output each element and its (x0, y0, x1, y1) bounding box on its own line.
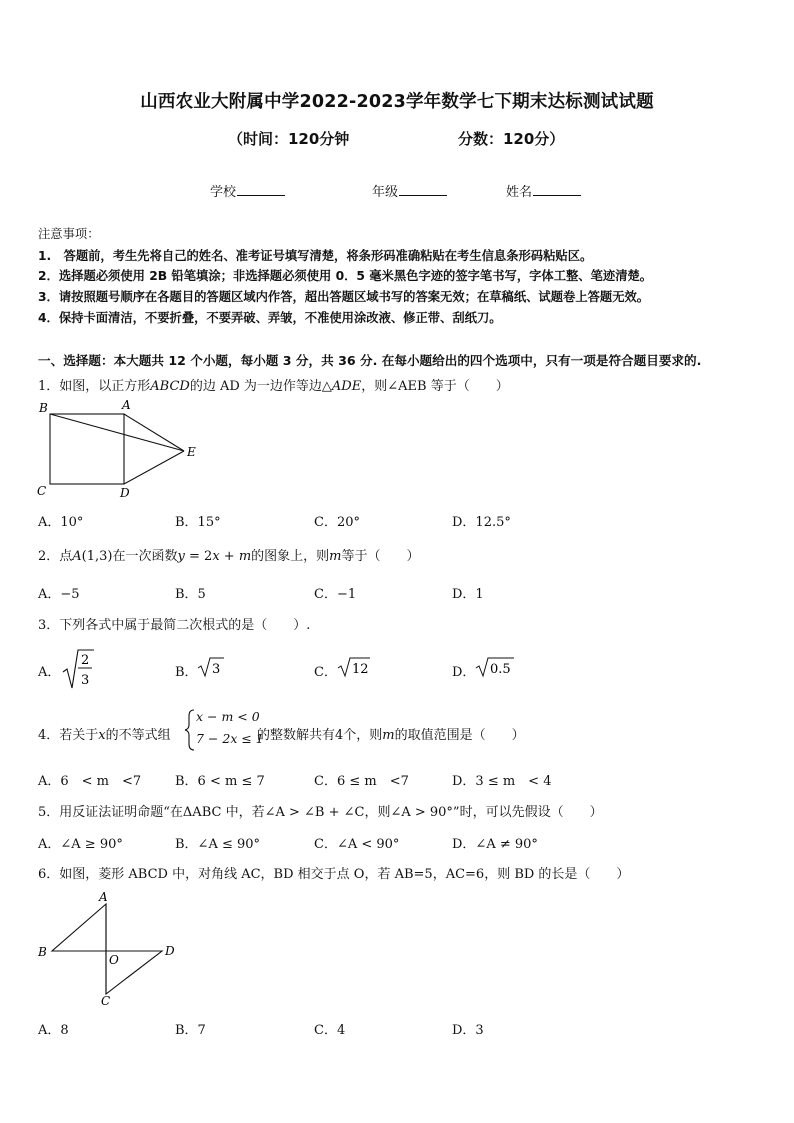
school-field (210, 181, 285, 200)
q1-text-c: 的边 AD 为一边作等边△ (189, 379, 332, 394)
q1-option-b[interactable]: B．15° (175, 515, 221, 530)
question-2 (38, 545, 420, 564)
q1-math-ade: ADE (331, 379, 362, 394)
q1-line-be (50, 414, 184, 451)
notice-item-4: 4．保持卡面清洁，不要折叠，不要弄破、弄皱，不准使用涂改液、修正带、刮纸刀。 (38, 311, 502, 325)
q3-option-d-label[interactable]: D． (452, 665, 476, 680)
q6-option-b[interactable]: B．7 (175, 1023, 206, 1038)
q4-option-c[interactable]: C．6 ≤ m <7 (314, 774, 409, 789)
q2-math-y: y (177, 549, 185, 564)
q3-option-b-radicand: 3 (212, 662, 221, 677)
q3-option-b-label[interactable]: B． (175, 665, 198, 680)
q2-option-c[interactable]: C．−1 (314, 587, 357, 602)
q3-option-d-radicand: 0.5 (490, 662, 511, 677)
exam-time: （时间：120分钟 (228, 130, 350, 148)
q2-point: (1,3) (81, 549, 113, 564)
q1-text-e: ，则∠AEB 等于（ ） (361, 379, 509, 394)
q6-label-a: A (99, 890, 108, 904)
q2-text-d: 在一次函数 (112, 549, 178, 564)
grade-field (372, 181, 447, 200)
q4-text-c: 的不等式组 (105, 728, 171, 743)
notice-heading: 注意事项： (38, 227, 100, 241)
q6-figure (32, 888, 182, 1006)
q4-brace (184, 708, 196, 752)
q1-option-d[interactable]: D．12.5° (452, 515, 511, 530)
notice-item-2: 2．选择题必须使用 2B 铅笔填涂；非选择题必须使用 0．5 毫米黑色字迹的签字笔书写，字体工整、笔迹清楚。 (38, 269, 653, 283)
q5-option-b[interactable]: B．∠A ≤ 90° (175, 837, 261, 852)
q4-text-a: 4．若关于 (38, 728, 99, 743)
q3-option-d-radical (474, 655, 516, 679)
q2-eq: = 2 (184, 549, 213, 564)
q2-option-a[interactable]: A．−5 (38, 587, 80, 602)
q1-label-a: A (122, 398, 131, 412)
q3-option-a-num: 2 (81, 653, 90, 668)
q3-option-c-radicand: 12 (352, 662, 369, 677)
q4-option-d[interactable]: D．3 ≤ m < 4 (452, 774, 552, 789)
q4-math-m: m (382, 728, 395, 743)
q2-math-a: A (72, 549, 82, 564)
q2-plus: + (219, 549, 239, 564)
school-label: 学校 (210, 185, 237, 200)
q2-option-d[interactable]: D．1 (452, 587, 484, 602)
q2-math-m2: m (329, 549, 342, 564)
q4-text-d: 的整数解共有4个，则 (257, 728, 383, 743)
q3-option-a-radical (60, 646, 94, 692)
q1-text-a: 1．如图，以正方形 (38, 379, 151, 394)
q3-option-c-radical (336, 655, 372, 679)
q2-math-x: x (212, 549, 220, 564)
school-blank[interactable] (237, 184, 285, 196)
exam-score: 分数：120分） (458, 130, 565, 148)
q4-text-f: 的取值范围是（ ） (394, 728, 525, 743)
question-1 (38, 375, 509, 394)
name-field (506, 181, 581, 200)
q6-label-o: O (109, 953, 119, 967)
q3-option-b-radical (196, 655, 226, 679)
q3-option-a-label[interactable]: A． (38, 665, 61, 680)
q4-option-a[interactable]: A．6 < m <7 (38, 774, 142, 789)
question-4-tail (257, 724, 525, 743)
grade-blank[interactable] (399, 184, 447, 196)
q5-option-c[interactable]: C．∠A < 90° (314, 837, 400, 852)
q4-option-b[interactable]: B．6 < m ≤ 7 (175, 774, 265, 789)
q6-label-b: B (38, 945, 47, 959)
q5-option-d[interactable]: D．∠A ≠ 90° (452, 837, 538, 852)
q1-math-abcd: ABCD (150, 379, 190, 394)
q1-label-b: B (39, 401, 48, 415)
q3-option-c-label[interactable]: C． (314, 665, 337, 680)
question-5: 5．用反证法证明命题“在ΔABC 中，若∠A > ∠B + ∠C，则∠A > 90°”时，可以先假设（ ） (38, 805, 603, 820)
q1-label-e: E (187, 445, 196, 459)
page-title: 山西农业大附属中学2022-2023学年数学七下期末达标测试试题 (140, 92, 654, 112)
q4-system-row2: 7 − 2x ≤ 1 (196, 731, 264, 746)
q6-label-d: D (165, 944, 175, 958)
q1-option-c[interactable]: C．20° (314, 515, 360, 530)
q2-math-m: m (238, 549, 252, 564)
q5-option-a[interactable]: A．∠A ≥ 90° (38, 837, 123, 852)
name-blank[interactable] (533, 184, 581, 196)
q2-text-a: 2．点 (38, 549, 73, 564)
q1-line-de (124, 451, 184, 484)
grade-label: 年级 (372, 185, 399, 200)
q4-math-x: x (98, 728, 106, 743)
question-3: 3．下列各式中属于最简二次根式的是（ ）. (38, 618, 311, 633)
q1-option-a[interactable]: A．10° (38, 515, 84, 530)
q2-option-b[interactable]: B．5 (175, 587, 206, 602)
q1-label-c: C (37, 484, 47, 498)
section-heading: 一、选择题：本大题共 12 个小题，每小题 3 分，共 36 分. 在每小题给出的四个选项中，只有一项是符合题目要求的. (38, 353, 702, 368)
q3-option-a-den: 3 (81, 673, 90, 688)
q6-rhombus (52, 904, 162, 994)
q2-text-j: 的图象上，则 (251, 549, 330, 564)
question-4-lead (38, 724, 171, 743)
q6-label-c: C (101, 994, 111, 1006)
notice-item-1: 1. 答题前，考生先将自己的姓名、准考证号填写清楚，将条形码准确粘贴在考生信息条形码粘贴区。 (38, 249, 593, 263)
q1-line-ae (124, 414, 184, 451)
q6-option-d[interactable]: D．3 (452, 1023, 484, 1038)
q4-system-row1: x − m < 0 (196, 709, 260, 724)
q1-label-d: D (120, 486, 130, 500)
q1-figure (30, 396, 210, 502)
q6-option-c[interactable]: C．4 (314, 1023, 346, 1038)
name-label: 姓名 (506, 185, 533, 200)
q2-text-l: 等于（ ） (341, 549, 420, 564)
notice-item-3: 3．请按照题号顺序在各题目的答题区域内作答，超出答题区域书写的答案无效；在草稿纸、试题卷上答题无效。 (38, 290, 650, 304)
q6-option-a[interactable]: A．8 (38, 1023, 69, 1038)
question-6: 6．如图，菱形 ABCD 中，对角线 AC，BD 相交于点 O，若 AB=5，AC=6，则 BD 的长是（ ） (38, 867, 630, 882)
